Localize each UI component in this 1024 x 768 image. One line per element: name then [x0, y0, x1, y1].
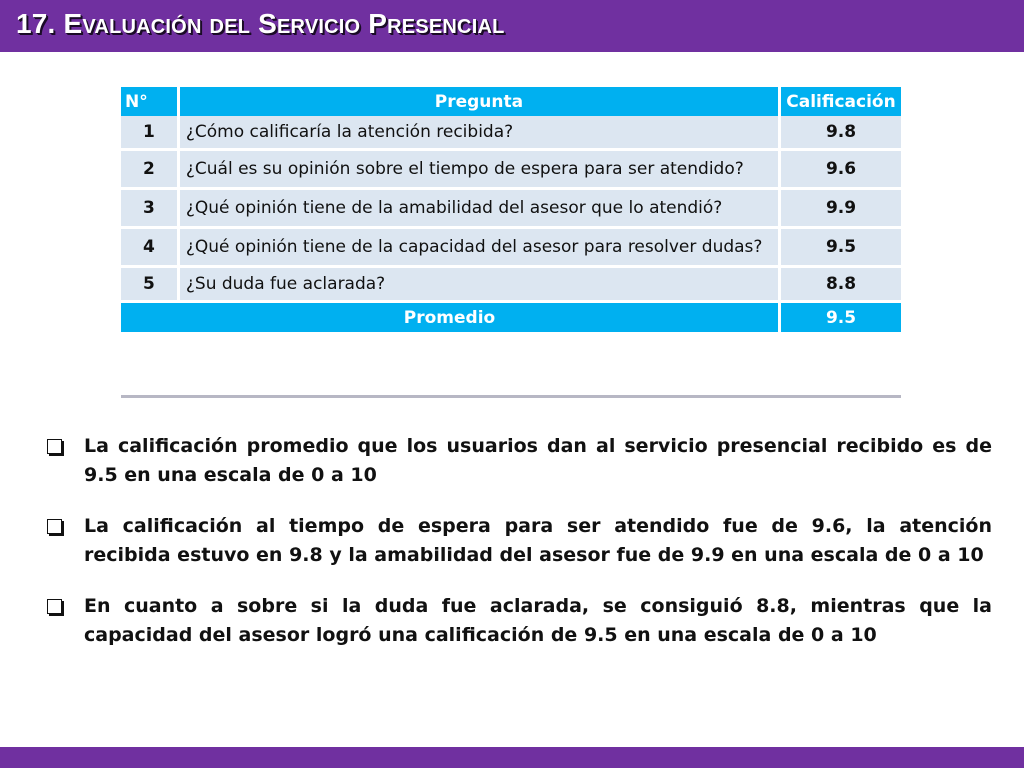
header-number: N°	[121, 87, 180, 116]
bullet-list	[44, 432, 992, 672]
bullet-text: La calificación promedio que los usuarios dan al servicio presencial recibido es de 9.5 en una escala de 0 a 10	[84, 435, 992, 486]
table-row	[121, 229, 901, 268]
table-footer-row	[121, 303, 901, 332]
row-question: ¿Qué opinión tiene de la amabilidad del asesor que lo atendió?	[180, 190, 781, 229]
header-rating: Calificación	[781, 87, 901, 116]
header-question: Pregunta	[180, 87, 781, 116]
bullet-item	[44, 512, 992, 570]
table-row	[121, 116, 901, 151]
row-question: ¿Qué opinión tiene de la capacidad del asesor para resolver dudas?	[180, 229, 781, 268]
table-header-row	[121, 87, 901, 116]
checkbox-bullet-icon	[47, 599, 62, 614]
evaluation-table-container	[121, 87, 901, 332]
page-title: 17. Evaluación del Servicio Presencial	[16, 8, 505, 39]
row-rating: 9.9	[781, 190, 901, 229]
row-number: 4	[121, 229, 180, 268]
bullet-text: La calificación al tiempo de espera para ser atendido fue de 9.6, la atención recibida estuvo en 9.8 y la amabilidad del asesor fue de 9.9 en una escala de 0 a 10	[84, 515, 992, 566]
row-number: 2	[121, 151, 180, 190]
evaluation-table	[121, 87, 901, 332]
row-number: 3	[121, 190, 180, 229]
table-bottom-rule	[121, 395, 901, 398]
row-number: 5	[121, 268, 180, 303]
average-label: Promedio	[121, 303, 781, 332]
checkbox-bullet-icon	[47, 519, 62, 534]
row-rating: 9.6	[781, 151, 901, 190]
bullet-item	[44, 592, 992, 650]
bullet-item	[44, 432, 992, 490]
table-row	[121, 190, 901, 229]
row-number: 1	[121, 116, 180, 151]
table-row	[121, 268, 901, 303]
row-rating: 9.5	[781, 229, 901, 268]
row-question: ¿Su duda fue aclarada?	[180, 268, 781, 303]
row-rating: 9.8	[781, 116, 901, 151]
footer-bar	[0, 747, 1024, 768]
title-bar	[0, 0, 1024, 52]
row-question: ¿Cómo calificaría la atención recibida?	[180, 116, 781, 151]
average-value: 9.5	[781, 303, 901, 332]
row-rating: 8.8	[781, 268, 901, 303]
checkbox-bullet-icon	[47, 439, 62, 454]
bullet-text: En cuanto a sobre si la duda fue aclarada, se consiguió 8.8, mientras que la capacidad del asesor logró una calificación de 9.5 en una escala de 0 a 10	[84, 595, 992, 646]
row-question: ¿Cuál es su opinión sobre el tiempo de espera para ser atendido?	[180, 151, 781, 190]
table-row	[121, 151, 901, 190]
